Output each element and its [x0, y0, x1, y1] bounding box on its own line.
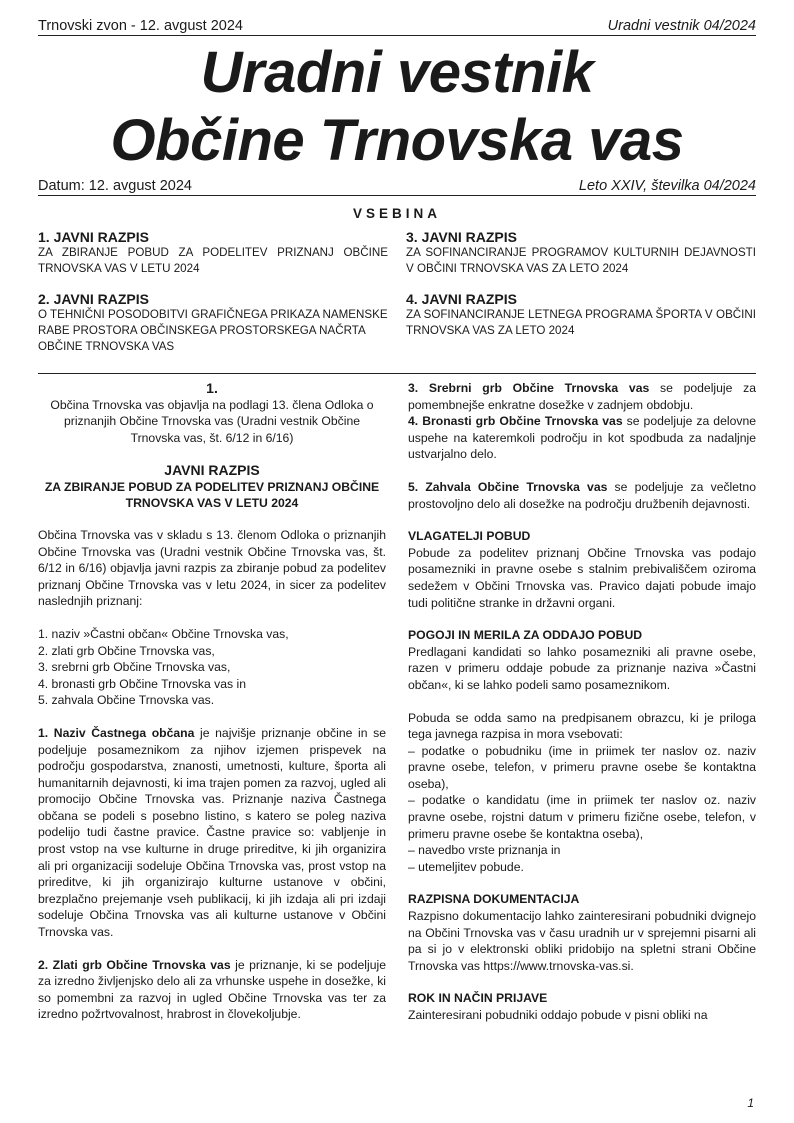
list-item: – navedbo vrste priznanja in [408, 843, 561, 858]
masthead-line-1: Uradni vestnik [200, 40, 594, 105]
toc-item-heading: 3. JAVNI RAZPIS [406, 229, 517, 245]
list-item: – utemeljitev pobude. [408, 859, 524, 874]
issue-date: Datum: 12. avgust 2024 [38, 178, 192, 194]
razpis-title: JAVNI RAZPIS [164, 462, 260, 479]
toc-column-right [406, 229, 756, 369]
list-item: 5. zahvala Občine Trnovska vas. [38, 693, 215, 708]
paragraph: 3. Srebrni grb Občine Trnovska vas se podeljuje za pomembnejše enkratne dosežke v zadnjem obdobju. [408, 381, 756, 412]
award-name: 4. Bronasti grb Občine Trnovska vas [408, 414, 623, 429]
section-heading: POGOJI IN MERILA ZA ODDAJO POBUD [408, 628, 643, 643]
toc-item-text: ZA SOFINANCIRANJE LETNEGA PROGRAMA ŠPORTA V OBČINI TRNOVSKA VAS ZA LETO 2024 [406, 308, 756, 337]
paragraph: Zainteresirani pobudniki oddajo pobude v pisni obliki na [408, 1008, 708, 1022]
award-name: 5. Zahvala Občine Trnovska vas [408, 479, 608, 494]
award-list [38, 626, 386, 709]
section-heading: RAZPISNA DOKUMENTACIJA [408, 892, 580, 907]
list-item: 2. zlati grb Občine Trnovska vas, [38, 643, 215, 658]
toc-item-heading: 2. JAVNI RAZPIS [38, 291, 149, 307]
paragraph: 1. Naziv Častnega občana je najvišje priznanje občine in se podeljuje posameznikom za njihov izjemen prispevek na področju gospodarstva, znanosti, umetnosti, kulture, športa ali humanitarnih dejavnosti, ki ima trajen pomen za razvoj, ugled ali promocijo Občine Trnovska vas. Priznanje naziva Častnega občana se podeli s posebno listino, s katero se poleg naziva podelijo tudi častne pravice. Častne pravice so: vabljenje in prost vstop na vse kulturne in druge prireditve, ki jih organizira ali pri organizaciji sodeluje Občina Trnovska vas, prost vstop na prireditve, ki jih organizirajo kulturne ustanove v občini, brezplačno prejemanje vseh publikacij, ki jih izdaja ali pri izdaji sodeluje Občina Trnovska vas ali kulturne ustanove v Občini Trnovska vas. [38, 725, 386, 940]
paragraph: Razpisno dokumentacijo lahko zainteresirani pobudniki dvignejo na Občini Trnovska vas v času uradnih ur v sprejemni pisarni ali pa si jo v elektronski obliki pridobijo na spletni strani Občine Trnovska vas https://www.trnovska-vas.si. [408, 909, 756, 973]
page-number: 1 [747, 1096, 754, 1110]
bulletin-number: Uradni vestnik 04/2024 [607, 18, 756, 34]
toc-item[interactable] [38, 229, 388, 277]
dateline [38, 175, 756, 194]
toc-item-heading: 4. JAVNI RAZPIS [406, 291, 517, 307]
paragraph: Pobude za podelitev priznanj Občine Trnovska vas podajo posamezniki in pravne osebe s stalnim prebivališčem oziroma sedežem v Občini Trnovska vas. Pravico dajati pobude imajo tudi politične stranke in državni organi. [408, 545, 756, 610]
article-intro: Občina Trnovska vas objavlja na podlagi 13. člena Odloka o priznanjih Občine Trnovska vas (Uradni vestnik Občine Trnovska vas, št. 6/12 in 6/16) [50, 397, 374, 445]
paragraph: 5. Zahvala Občine Trnovska vas se podeljuje za večletno prostovoljno delo ali dosežke na področju družbenih dejavnosti. [408, 479, 756, 511]
toc-item[interactable] [38, 291, 388, 355]
toc-item[interactable] [406, 229, 756, 277]
section-heading: ROK IN NAČIN PRIJAVE [408, 991, 548, 1006]
list-item: 1. naziv »Častni občan« Občine Trnovska vas, [38, 626, 289, 641]
paragraph: 4. Bronasti grb Občine Trnovska vas se podeljuje za delovne uspehe na kateremkoli področju in kot spodbuda za nadaljnje ustvarjalno delo. [408, 414, 756, 462]
section-heading: VLAGATELJI POBUD [408, 529, 531, 544]
paragraph: Občina Trnovska vas v skladu s 13. členom Odloka o priznanjih Občine Trnovska vas (Uradni vestnik Občine Trnovska vas, št. 6/12 in 6/16) objavlja javni razpis za zbiranje pobud za podelitev priznanj Občine Trnovska vas v letu 2024, in sicer za podelitev naslednjih priznanj: [38, 527, 386, 609]
award-name: 3. Srebrni grb Občine Trnovska vas [408, 381, 650, 395]
list-item: – podatke o kandidatu (ime in priimek ter naslov oz. naziv pravne osebe, rojstni datum v primeru fizične osebe, telefon, v primeru pravne osebe še kontaktna oseba), [408, 793, 756, 841]
page [38, 14, 756, 1024]
toc-item[interactable] [406, 291, 756, 339]
toc-item-heading: 1. JAVNI RAZPIS [38, 229, 149, 245]
toc-rule [38, 373, 756, 374]
article-column-right [408, 380, 756, 1024]
masthead [38, 39, 756, 175]
paragraph: Pobuda se odda samo na predpisanem obrazcu, ki je priloga tega javnega razpisa in mora vsebovati: [408, 710, 756, 742]
article-number: 1. [206, 380, 218, 396]
article-column-left [38, 380, 386, 1024]
list-item: – podatke o pobudniku (ime in priimek ter naslov oz. naziv pravne osebe, telefon, v primeru pravne osebe še kontaktna oseba), [408, 743, 756, 791]
masthead-line-2: Občine Trnovska vas [110, 108, 684, 173]
toc-item-text: O TEHNIČNI POSODOBITVI GRAFIČNEGA PRIKAZA NAMENSKE RABE PROSTORA OBČINSKEGA PROSTORSKEGA NAČRTA OBČINE TRNOVSKA VAS [38, 308, 388, 353]
award-name: 1. Naziv Častnega občana [38, 725, 195, 740]
newspaper-name: Trnovski zvon - 12. avgust 2024 [38, 18, 243, 34]
article-columns [38, 380, 756, 1024]
award-name: 2. Zlati grb Občine Trnovska vas [38, 957, 231, 972]
toc-column-left [38, 229, 388, 369]
toc-item-text: ZA SOFINANCIRANJE PROGRAMOV KULTURNIH DEJAVNOSTI V OBČINI TRNOVSKA VAS ZA LETO 2024 [406, 246, 756, 275]
paragraph: Predlagani kandidati so lahko posamezniki ali pravne osebe, razen v primeru oddaje pobude za priznanje naziva »Častni občan«, ki se lahko podeli samo posameznikom. [408, 644, 756, 692]
running-header [38, 14, 756, 34]
dateline-rule [38, 195, 756, 196]
issue-volume: Leto XXIV, številka 04/2024 [578, 178, 756, 194]
toc-heading: VSEBINA [352, 206, 441, 221]
razpis-subtitle: ZA ZBIRANJE POBUD ZA PODELITEV PRIZNANJ OBČINE TRNOVSKA VAS V LETU 2024 [44, 479, 380, 510]
paragraph: 2. Zlati grb Občine Trnovska vas je priznanje, ki se podeljuje za izredno življenjsko delo ali za vrhunske uspehe in dosežke, ki so pomembni za razvoj in ugled Občine Trnovska vas ter za izredno požrtvovalnost, hrabrost in človekoljubje. [38, 957, 386, 1022]
table-of-contents [38, 229, 756, 369]
toc-item-text: ZA ZBIRANJE POBUD ZA PODELITEV PRIZNANJ OBČINE TRNOVSKA VAS V LETU 2024 [38, 246, 388, 275]
list-item: 3. srebrni grb Občine Trnovska vas, [38, 660, 231, 675]
list-item: 4. bronasti grb Občine Trnovska vas in [38, 676, 246, 691]
header-rule [38, 35, 756, 36]
